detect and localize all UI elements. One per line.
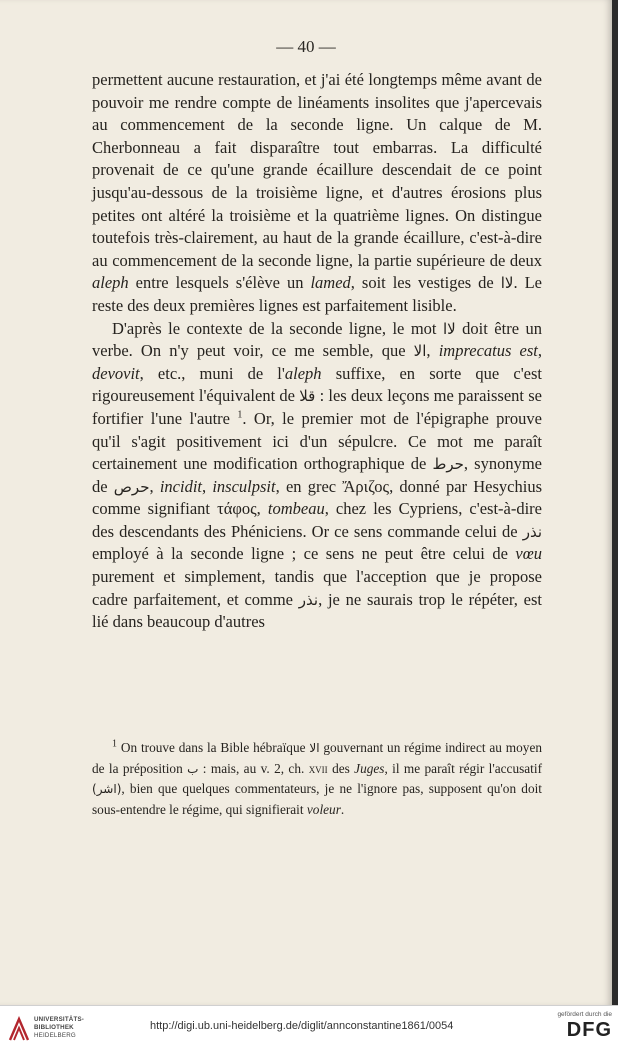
- footnote-number: 1: [112, 738, 117, 750]
- body-text: [92, 69, 542, 634]
- footnotes: [92, 738, 542, 820]
- paragraph-2: D'après le contexte de la seconde ligne, le mot ﻻا doit être un verbe. On n'y peut voir, ce me semble, que ﺍﻟﺎ, imprecatus est, devovit, etc., muni de l'aleph suffixe, en sorte que c'est rigoureusement l'équivalent de ﻗﻼ : les deux leçons me paraissent se fortifier l'une l'autre $^1$. Or, le premier mot de l'épigraphe prouve qu'il s'agit positivement ici d'un sépulcre. Ce mot me paraît certainement une modification orthographique de ﺣﺮﻁ, synonyme de ﺣﺮﺹ, incidit, insculpsit, en grec Ἄριζος, donné par Hesychius comme signifiant τάφος, tombeau, chez les Cypriens, c'est-à-dire des descendants des Phéniciens. Or ce sens commande celui de ﻧﺬﺭ employé à la seconde ligne ; ce sens ne peut être celui de vœu purement et simplement, tandis que l'acception que je propose cadre parfaitement, et comme ﻧﺬﺭ, je ne saurais trop le répéter, est lié dans beaucoup d'autres: [92, 318, 543, 632]
- arabic-word: ﺍﻟﺎ: [309, 741, 320, 755]
- arabic-word: ﺣﺮﺹ: [113, 477, 150, 496]
- paragraph-1: permettent aucune restauration, et j'ai été longtemps même avant de pouvoir me rendre compte de linéaments insolites que j'apercevais au commencement de la seconde ligne. Un calque de M. Cherbonneau a fait disparaître tout embarras. La difficulté provenait de ce qu'une grande écaillure descendait de ce point jusqu'au-dessous de la troisième ligne, et d'autres érosions plus petites ont altéré la troisième et la quatrième lignes. On distingue toutefois très-clairement, au haut de la grande écaillure, c'est-à-dire au commencement de la seconde ligne, la partie supérieure de deux aleph entre lesquels s'élève un lamed, soit les vestiges de ﻻا. Le reste des deux premières lignes est parfaitement lisible.: [92, 70, 542, 315]
- arabic-word: ﻗﻼ: [299, 387, 316, 406]
- arabic-word: (ﺍﺷﺮ): [92, 782, 122, 797]
- italic-aleph: aleph: [92, 273, 129, 293]
- permalink-url[interactable]: http://digi.ub.uni-heidelberg.de/diglit/annconstantine1861/0054: [150, 1020, 454, 1032]
- footnote-1: $^1$ On trouve dans la Bible hébraïque ﺍﻟﺎ gouvernant un régime indirect au moyen de la préposition ب : mais, au v. 2, ch. xvii des Juges, il me paraît régir l'accusatif (ﺍﺷﺮ), bien que quelques commentateurs, je ne l'ignore pas, supposent qu'on doit sous-entendre le régime, qui signifierait voleur.: [92, 738, 542, 817]
- greek-word: Ἄριζος: [342, 476, 390, 496]
- viewer-footer: [0, 1005, 618, 1052]
- page-number: — 40 —: [276, 37, 336, 56]
- arabic-word: ﺣﺮﻁ: [432, 455, 464, 474]
- arabic-word: ﻻا: [500, 274, 514, 293]
- footnote-ref: 1: [237, 409, 243, 421]
- arabic-word: ﻻا: [442, 319, 456, 338]
- arabic-word: ﻧﺬﺭ: [298, 590, 319, 609]
- arabic-word: ب: [187, 761, 199, 776]
- italic-lamed: lamed: [310, 273, 351, 293]
- logo-text: UNIVERSITÄTS- BIBLIOTHEK HEIDELBERG: [34, 1016, 85, 1039]
- dfg-funder-logo[interactable]: [548, 1011, 612, 1049]
- arabic-word: ﻧﺬﺭ: [522, 522, 542, 541]
- arabic-word: ﺍﻟﺎ: [413, 342, 427, 361]
- library-logo-icon: [8, 1016, 30, 1042]
- greek-word: τάφος: [217, 499, 257, 519]
- university-library-logo[interactable]: [8, 1014, 85, 1046]
- funder-caption: gefördert durch die: [557, 1011, 612, 1018]
- dfg-logo-text: DFG: [566, 1019, 612, 1041]
